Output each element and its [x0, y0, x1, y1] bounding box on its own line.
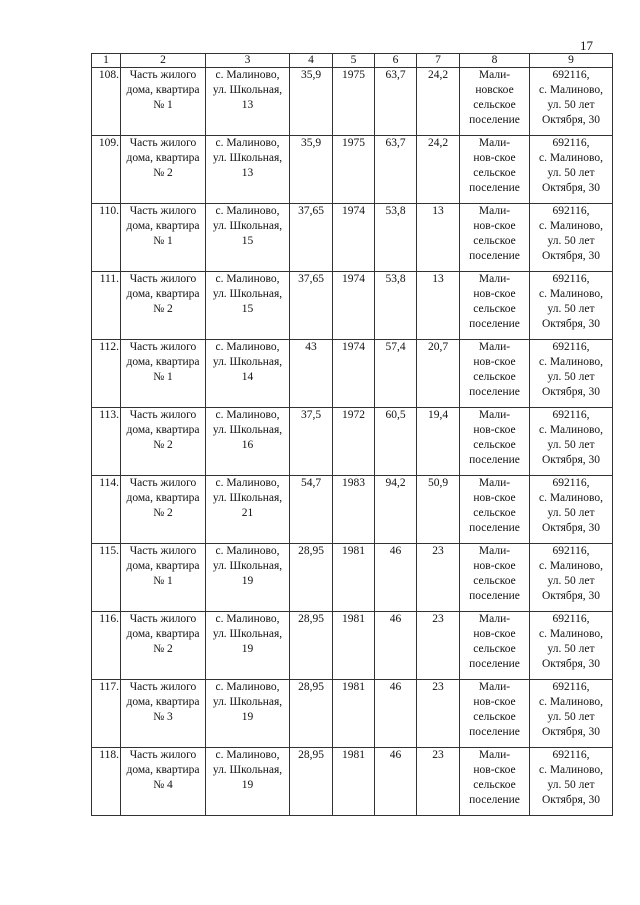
row-number: 110.: [92, 204, 121, 272]
cell-col6: 60,5: [375, 408, 417, 476]
owner-address-line: 692116,: [552, 205, 590, 217]
owner-name-line: нов-ское: [473, 696, 516, 708]
owner-name: [460, 68, 530, 136]
object-address-line: ул. Школьная,: [212, 628, 283, 640]
cell-col4: 37,65: [290, 204, 333, 272]
object-name-line: № 2: [153, 439, 173, 451]
object-name-line: № 2: [153, 643, 173, 655]
table-row: [92, 136, 613, 204]
object-name: [121, 408, 206, 476]
cell-col6: 46: [375, 544, 417, 612]
owner-name-line: сельское: [473, 235, 516, 247]
owner-name-line: нов-ское: [473, 628, 516, 640]
cell-col4: 35,9: [290, 136, 333, 204]
owner-name-line: поселение: [469, 590, 520, 602]
column-number: 6: [375, 54, 417, 68]
object-name-line: № 2: [153, 167, 173, 179]
owner-address-line: ул. 50 лет: [547, 167, 595, 179]
object-name-line: дома, квартира: [126, 696, 200, 708]
object-name: [121, 680, 206, 748]
object-address-line: ул. Школьная,: [212, 560, 283, 572]
object-address-line: 19: [241, 643, 254, 655]
column-number: 9: [530, 54, 613, 68]
object-address-line: с. Малиново,: [215, 137, 280, 149]
cell-col7: 13: [417, 272, 460, 340]
owner-name-line: поселение: [469, 250, 520, 262]
object-name: [121, 272, 206, 340]
object-name-line: дома, квартира: [126, 424, 200, 436]
object-name-line: дома, квартира: [126, 288, 200, 300]
owner-address-line: Октября, 30: [541, 590, 601, 602]
owner-address-line: с. Малиново,: [538, 220, 604, 232]
owner-address-line: с. Малиново,: [538, 152, 604, 164]
row-number: 115.: [92, 544, 121, 612]
owner-name-line: сельское: [473, 371, 516, 383]
column-number: 2: [121, 54, 206, 68]
owner-name-line: нов-ское: [473, 356, 516, 368]
owner-name-line: поселение: [469, 386, 520, 398]
row-number: 113.: [92, 408, 121, 476]
row-number: 114.: [92, 476, 121, 544]
owner-address-line: с. Малиново,: [538, 628, 604, 640]
table-row: [92, 272, 613, 340]
owner-address-line: ул. 50 лет: [547, 507, 595, 519]
owner-address-line: 692116,: [552, 545, 590, 557]
owner-address-line: ул. 50 лет: [547, 575, 595, 587]
object-address-line: 15: [241, 303, 254, 315]
object-address-line: с. Малиново,: [215, 681, 280, 693]
row-number: 111.: [92, 272, 121, 340]
column-number: 1: [92, 54, 121, 68]
owner-name-line: сельское: [473, 643, 516, 655]
object-address-line: ул. Школьная,: [212, 356, 283, 368]
object-address-line: с. Малиново,: [215, 273, 280, 285]
owner-address-line: с. Малиново,: [538, 560, 604, 572]
column-number: 4: [290, 54, 333, 68]
object-name-line: № 2: [153, 507, 173, 519]
object-address-line: 13: [241, 167, 254, 179]
owner-name-line: поселение: [469, 658, 520, 670]
cell-col7: 24,2: [417, 136, 460, 204]
owner-address-line: ул. 50 лет: [547, 643, 595, 655]
object-address: [206, 544, 290, 612]
object-address-line: с. Малиново,: [215, 205, 280, 217]
owner-address-line: Октября, 30: [541, 114, 601, 126]
object-name: [121, 544, 206, 612]
owner-name-line: Мали-: [478, 409, 511, 421]
object-name-line: Часть жилого: [129, 69, 197, 81]
owner-address-line: ул. 50 лет: [547, 303, 595, 315]
owner-name-line: Мали-: [478, 205, 511, 217]
object-name-line: № 1: [153, 235, 173, 247]
owner-address-line: 692116,: [552, 341, 590, 353]
owner-name-line: Мали-: [478, 273, 511, 285]
object-address-line: ул. Школьная,: [212, 84, 283, 96]
table-row: [92, 68, 613, 136]
owner-name: [460, 136, 530, 204]
object-address-line: ул. Школьная,: [212, 696, 283, 708]
cell-col7: 23: [417, 612, 460, 680]
object-name-line: Часть жилого: [129, 409, 197, 421]
object-address-line: ул. Школьная,: [212, 492, 283, 504]
owner-name-line: Мали-: [478, 613, 511, 625]
owner-address: [530, 476, 613, 544]
owner-name-line: сельское: [473, 575, 516, 587]
object-name-line: дома, квартира: [126, 560, 200, 572]
owner-name: [460, 340, 530, 408]
owner-name-line: поселение: [469, 794, 520, 806]
object-address-line: 19: [241, 575, 254, 587]
column-number: 7: [417, 54, 460, 68]
owner-name-line: Мали-: [478, 341, 511, 353]
owner-address-line: 692116,: [552, 681, 590, 693]
object-name-line: № 1: [153, 575, 173, 587]
object-name: [121, 748, 206, 816]
object-address-line: ул. Школьная,: [212, 220, 283, 232]
owner-address-line: Октября, 30: [541, 182, 601, 194]
object-name-line: дома, квартира: [126, 152, 200, 164]
object-address: [206, 136, 290, 204]
object-address: [206, 612, 290, 680]
object-address-line: с. Малиново,: [215, 341, 280, 353]
object-name-line: Часть жилого: [129, 273, 197, 285]
owner-address-line: 692116,: [552, 613, 590, 625]
object-address: [206, 680, 290, 748]
object-name-line: дома, квартира: [126, 84, 200, 96]
table-row: [92, 612, 613, 680]
cell-col6: 46: [375, 680, 417, 748]
owner-name: [460, 680, 530, 748]
owner-address-line: ул. 50 лет: [547, 235, 595, 247]
cell-col4: 28,95: [290, 680, 333, 748]
row-number: 108.: [92, 68, 121, 136]
owner-address-line: 692116,: [552, 69, 590, 81]
table-row: [92, 476, 613, 544]
owner-name-line: Мали-: [478, 477, 511, 489]
object-address-line: с. Малиново,: [215, 545, 280, 557]
cell-col7: 24,2: [417, 68, 460, 136]
owner-address-line: с. Малиново,: [538, 84, 604, 96]
owner-name: [460, 272, 530, 340]
cell-col4: 28,95: [290, 544, 333, 612]
table-row: [92, 340, 613, 408]
table-row: [92, 544, 613, 612]
owner-name-line: сельское: [473, 779, 516, 791]
object-name: [121, 68, 206, 136]
owner-address-line: с. Малиново,: [538, 288, 604, 300]
owner-address-line: Октября, 30: [541, 454, 601, 466]
cell-col6: 53,8: [375, 272, 417, 340]
owner-address-line: с. Малиново,: [538, 356, 604, 368]
owner-address-line: ул. 50 лет: [547, 99, 595, 111]
cell-year: 1972: [333, 408, 375, 476]
cell-year: 1974: [333, 340, 375, 408]
owner-name: [460, 476, 530, 544]
owner-name-line: нов-ское: [473, 764, 516, 776]
table-row: [92, 408, 613, 476]
cell-col7: 23: [417, 748, 460, 816]
owner-name-line: поселение: [469, 726, 520, 738]
owner-address-line: Октября, 30: [541, 250, 601, 262]
column-number: 8: [460, 54, 530, 68]
object-address-line: ул. Школьная,: [212, 152, 283, 164]
page-number: 17: [580, 38, 593, 53]
owner-address-line: с. Малиново,: [538, 492, 604, 504]
owner-name-line: поселение: [469, 114, 520, 126]
owner-name-line: поселение: [469, 454, 520, 466]
cell-col4: 37,65: [290, 272, 333, 340]
table-row: [92, 748, 613, 816]
owner-address-line: ул. 50 лет: [547, 779, 595, 791]
owner-address-line: Октября, 30: [541, 658, 601, 670]
owner-name-line: сельское: [473, 99, 516, 111]
object-address-line: ул. Школьная,: [212, 288, 283, 300]
cell-col7: 23: [417, 680, 460, 748]
object-name-line: № 1: [153, 99, 173, 111]
owner-address-line: ул. 50 лет: [547, 371, 595, 383]
owner-address: [530, 272, 613, 340]
cell-col4: 28,95: [290, 748, 333, 816]
object-name-line: Часть жилого: [129, 749, 197, 761]
owner-name: [460, 408, 530, 476]
object-address: [206, 476, 290, 544]
cell-year: 1981: [333, 544, 375, 612]
object-address-line: 16: [241, 439, 254, 451]
object-name-line: № 2: [153, 303, 173, 315]
owner-address-line: с. Малиново,: [538, 424, 604, 436]
owner-address-line: 692116,: [552, 749, 590, 761]
cell-col4: 37,5: [290, 408, 333, 476]
object-name-line: Часть жилого: [129, 205, 197, 217]
cell-col7: 13: [417, 204, 460, 272]
cell-col6: 63,7: [375, 136, 417, 204]
owner-name: [460, 204, 530, 272]
owner-address-line: Октября, 30: [541, 522, 601, 534]
owner-name-line: сельское: [473, 303, 516, 315]
row-number: 109.: [92, 136, 121, 204]
owner-name-line: нов-ское: [473, 424, 516, 436]
cell-year: 1981: [333, 612, 375, 680]
owner-address-line: с. Малиново,: [538, 696, 604, 708]
owner-name-line: Мали-: [478, 545, 511, 557]
owner-name-line: сельское: [473, 507, 516, 519]
object-name-line: дома, квартира: [126, 628, 200, 640]
owner-address: [530, 136, 613, 204]
object-address-line: с. Малиново,: [215, 477, 280, 489]
owner-name-line: нов-ское: [473, 288, 516, 300]
column-number: 5: [333, 54, 375, 68]
owner-name-line: нов-ское: [473, 152, 516, 164]
owner-address-line: Октября, 30: [541, 726, 601, 738]
owner-name: [460, 612, 530, 680]
cell-col7: 19,4: [417, 408, 460, 476]
cell-year: 1981: [333, 680, 375, 748]
owner-address-line: Октября, 30: [541, 794, 601, 806]
cell-col4: 54,7: [290, 476, 333, 544]
owner-name-line: поселение: [469, 182, 520, 194]
object-address-line: 15: [241, 235, 254, 247]
owner-address: [530, 408, 613, 476]
owner-name: [460, 748, 530, 816]
owner-address: [530, 68, 613, 136]
cell-col7: 20,7: [417, 340, 460, 408]
cell-year: 1981: [333, 748, 375, 816]
owner-address: [530, 748, 613, 816]
cell-year: 1974: [333, 204, 375, 272]
owner-address: [530, 340, 613, 408]
owner-address: [530, 612, 613, 680]
owner-name-line: нов-ское: [473, 220, 516, 232]
property-registry-table: [91, 53, 613, 816]
row-number: 118.: [92, 748, 121, 816]
object-name-line: Часть жилого: [129, 613, 197, 625]
object-address-line: 13: [241, 99, 254, 111]
owner-name-line: поселение: [469, 318, 520, 330]
cell-col4: 35,9: [290, 68, 333, 136]
object-name-line: Часть жилого: [129, 545, 197, 557]
object-address-line: 21: [241, 507, 254, 519]
object-name-line: Часть жилого: [129, 681, 197, 693]
owner-name-line: Мали-: [478, 69, 511, 81]
object-name-line: дома, квартира: [126, 492, 200, 504]
row-number: 112.: [92, 340, 121, 408]
owner-name-line: сельское: [473, 711, 516, 723]
column-number: 3: [206, 54, 290, 68]
object-name-line: Часть жилого: [129, 477, 197, 489]
cell-year: 1975: [333, 68, 375, 136]
owner-address-line: 692116,: [552, 409, 590, 421]
owner-address-line: Октября, 30: [541, 318, 601, 330]
cell-col7: 23: [417, 544, 460, 612]
object-address-line: 14: [241, 371, 254, 383]
cell-year: 1974: [333, 272, 375, 340]
object-name: [121, 204, 206, 272]
cell-col6: 46: [375, 612, 417, 680]
object-name: [121, 476, 206, 544]
owner-name-line: Мали-: [478, 137, 511, 149]
object-address: [206, 408, 290, 476]
object-name-line: № 3: [153, 711, 173, 723]
cell-year: 1983: [333, 476, 375, 544]
owner-address-line: с. Малиново,: [538, 764, 604, 776]
row-number: 116.: [92, 612, 121, 680]
object-name-line: дома, квартира: [126, 356, 200, 368]
owner-address-line: 692116,: [552, 273, 590, 285]
object-address-line: с. Малиново,: [215, 69, 280, 81]
owner-address-line: ул. 50 лет: [547, 711, 595, 723]
object-address-line: 19: [241, 779, 254, 791]
table-row: [92, 204, 613, 272]
object-address-line: с. Малиново,: [215, 613, 280, 625]
owner-address-line: 692116,: [552, 137, 590, 149]
owner-name-line: нов-ское: [473, 560, 516, 572]
object-name: [121, 612, 206, 680]
object-address-line: с. Малиново,: [215, 409, 280, 421]
cell-col7: 50,9: [417, 476, 460, 544]
cell-col6: 63,7: [375, 68, 417, 136]
object-name: [121, 136, 206, 204]
object-address: [206, 68, 290, 136]
object-address: [206, 204, 290, 272]
owner-name-line: сельское: [473, 167, 516, 179]
row-number: 117.: [92, 680, 121, 748]
owner-address-line: Октября, 30: [541, 386, 601, 398]
object-name-line: дома, квартира: [126, 220, 200, 232]
column-number-row: [92, 54, 613, 68]
owner-name-line: поселение: [469, 522, 520, 534]
owner-name-line: Мали-: [478, 749, 511, 761]
owner-address-line: ул. 50 лет: [547, 439, 595, 451]
object-name: [121, 340, 206, 408]
object-name-line: № 1: [153, 371, 173, 383]
cell-col4: 43: [290, 340, 333, 408]
owner-address: [530, 544, 613, 612]
cell-col4: 28,95: [290, 612, 333, 680]
object-address-line: 19: [241, 711, 254, 723]
object-address-line: ул. Школьная,: [212, 764, 283, 776]
owner-address-line: 692116,: [552, 477, 590, 489]
object-address: [206, 272, 290, 340]
owner-address: [530, 680, 613, 748]
cell-col6: 46: [375, 748, 417, 816]
object-address-line: с. Малиново,: [215, 749, 280, 761]
cell-year: 1975: [333, 136, 375, 204]
object-name-line: Часть жилого: [129, 137, 197, 149]
object-name-line: Часть жилого: [129, 341, 197, 353]
owner-address: [530, 204, 613, 272]
owner-name-line: новское: [475, 84, 514, 96]
object-name-line: дома, квартира: [126, 764, 200, 776]
cell-col6: 57,4: [375, 340, 417, 408]
object-address: [206, 748, 290, 816]
cell-col6: 53,8: [375, 204, 417, 272]
owner-name-line: сельское: [473, 439, 516, 451]
object-name-line: № 4: [153, 779, 173, 791]
table-row: [92, 680, 613, 748]
object-address-line: ул. Школьная,: [212, 424, 283, 436]
owner-name-line: Мали-: [478, 681, 511, 693]
owner-name-line: нов-ское: [473, 492, 516, 504]
cell-col6: 94,2: [375, 476, 417, 544]
object-address: [206, 340, 290, 408]
owner-name: [460, 544, 530, 612]
